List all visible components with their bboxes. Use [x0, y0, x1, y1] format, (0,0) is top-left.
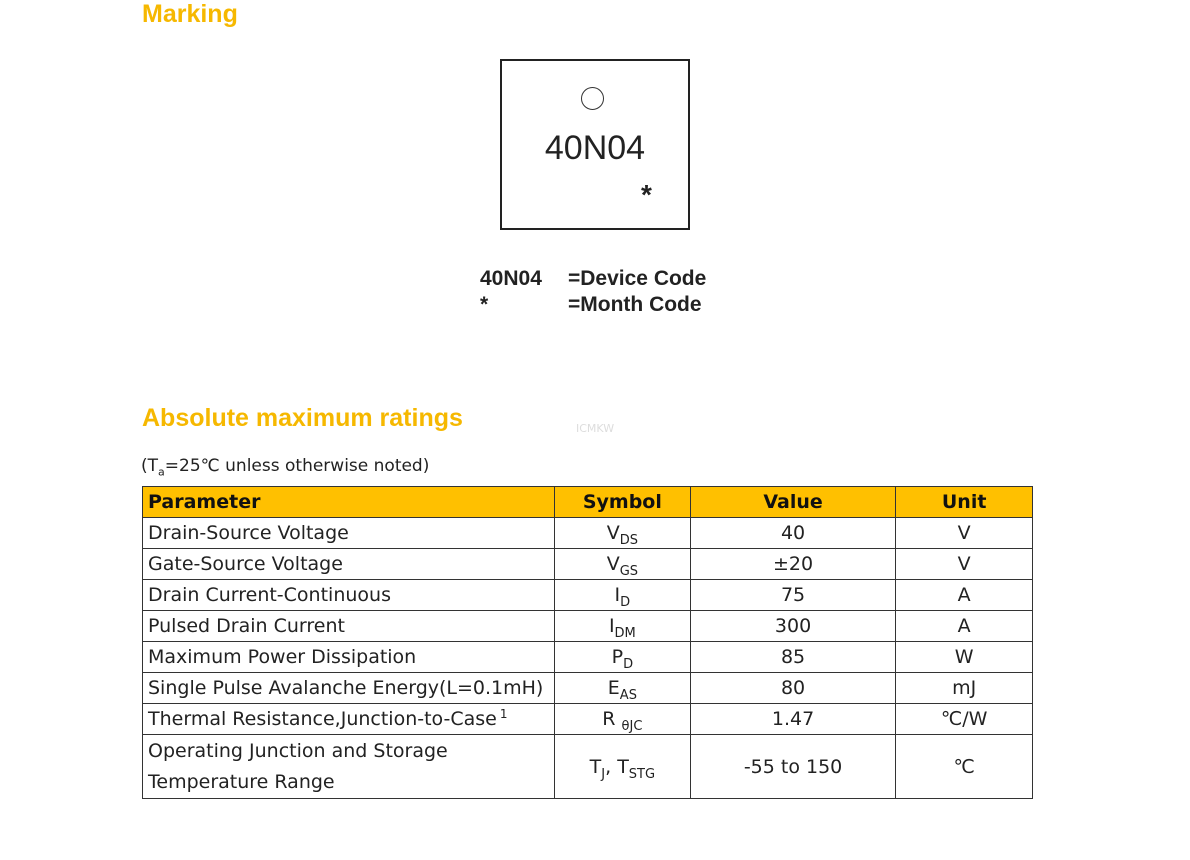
- cell-unit: ℃: [896, 735, 1033, 799]
- legend-key: *: [480, 293, 489, 316]
- cell-unit: A: [896, 611, 1033, 642]
- header-value: Value: [690, 487, 896, 518]
- cell-unit: V: [896, 518, 1033, 549]
- table-row: [143, 518, 1033, 549]
- cell-symbol: $T_J$, $T_{STG}$: [554, 735, 690, 799]
- ratings-note: ($T_a=25℃$ unless otherwise noted): [141, 456, 430, 479]
- cell-parameter: Drain Current-Continuous: [143, 580, 555, 611]
- cell-parameter: Drain-Source Voltage: [143, 518, 555, 549]
- cell-symbol: R $_{\theta JC}$: [554, 704, 690, 735]
- chip-device-code: 40N04: [544, 129, 646, 167]
- pin1-indicator-circle: [581, 87, 604, 110]
- table-row: [143, 549, 1033, 580]
- footnote-ref: 1: [499, 707, 508, 721]
- header-unit: Unit: [896, 487, 1033, 518]
- legend-key: 40N04: [480, 267, 542, 290]
- cell-symbol: $V_{GS}$: [554, 549, 690, 580]
- cell-parameter: Maximum Power Dissipation: [143, 642, 555, 673]
- legend-row: [480, 293, 800, 319]
- cell-value: ±20: [690, 549, 896, 580]
- cell-unit: V: [896, 549, 1033, 580]
- legend-row: [480, 267, 800, 293]
- table-row: [143, 642, 1033, 673]
- cell-symbol: $E_{AS}$: [554, 673, 690, 704]
- cell-symbol: $I_D$: [554, 580, 690, 611]
- table-row: [143, 611, 1033, 642]
- cell-value: 85: [690, 642, 896, 673]
- cell-value: -55 to 150: [690, 735, 896, 799]
- marking-legend: [480, 267, 800, 319]
- cell-unit: A: [896, 580, 1033, 611]
- table-row: [143, 704, 1033, 735]
- ratings-title: Absolute maximum ratings: [142, 404, 463, 432]
- cell-parameter: Pulsed Drain Current: [143, 611, 555, 642]
- table-row: [143, 580, 1033, 611]
- table-row: [143, 673, 1033, 704]
- header-symbol: Symbol: [554, 487, 690, 518]
- watermark: ICMKW: [576, 422, 615, 435]
- cell-unit: mJ: [896, 673, 1033, 704]
- ratings-table: [142, 486, 1033, 799]
- cell-parameter: Thermal Resistance,Junction-to-Case $^1$: [143, 704, 555, 735]
- table-header-row: [143, 487, 1033, 518]
- cell-parameter: Operating Junction and Storage Temperature Range: [143, 735, 555, 799]
- marking-title: Marking: [142, 0, 238, 28]
- cell-value: 80: [690, 673, 896, 704]
- cell-value: 40: [690, 518, 896, 549]
- cell-symbol: $I_{DM}$: [554, 611, 690, 642]
- cell-parameter: Gate-Source Voltage: [143, 549, 555, 580]
- legend-desc: =Month Code: [568, 293, 702, 316]
- cell-value: 300: [690, 611, 896, 642]
- cell-value: 1.47: [690, 704, 896, 735]
- cell-value: 75: [690, 580, 896, 611]
- legend-desc: =Device Code: [568, 267, 707, 290]
- cell-unit: ℃/W: [896, 704, 1033, 735]
- cell-symbol: $P_D$: [554, 642, 690, 673]
- package-marking-diagram: [500, 59, 690, 230]
- header-parameter: Parameter: [143, 487, 555, 518]
- cell-symbol: $V_{DS}$: [554, 518, 690, 549]
- chip-month-code: *: [641, 179, 652, 210]
- cell-unit: W: [896, 642, 1033, 673]
- table-row: [143, 735, 1033, 799]
- cell-parameter: Single Pulse Avalanche Energy(L=0.1mH): [143, 673, 555, 704]
